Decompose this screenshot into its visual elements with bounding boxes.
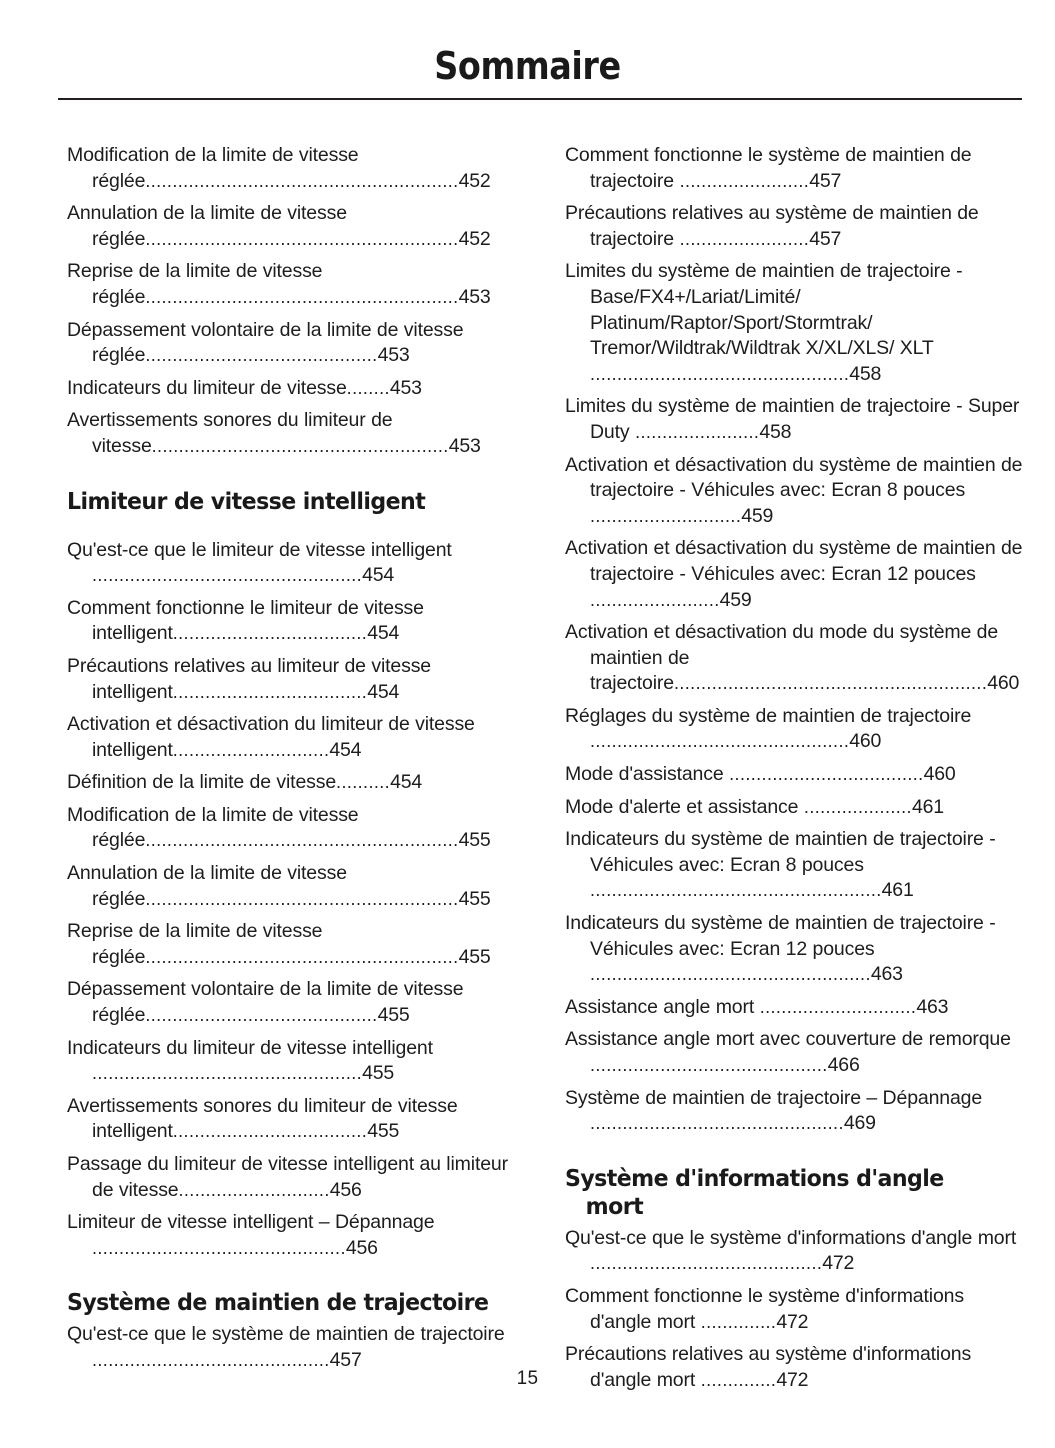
toc-entry-leader: ....................................................... <box>151 435 449 456</box>
toc-entry-leader: .......................................................... <box>673 673 988 694</box>
toc-entry-page-number: 455 <box>458 829 491 852</box>
toc-entry-page-number: 461 <box>911 795 944 818</box>
toc-entry[interactable] <box>67 1094 527 1145</box>
toc-entry-leader: .............. <box>695 1369 777 1390</box>
toc-entry-page-number: 457 <box>809 169 842 192</box>
toc-entry-leader: ............................. <box>754 996 917 1017</box>
toc-entry-leader: ............................................... <box>590 1113 844 1134</box>
toc-entry-page-number: 460 <box>923 763 956 786</box>
toc-entry[interactable] <box>565 911 1025 988</box>
toc-entry-title: Indicateurs du limiteur de vitesse <box>67 376 347 399</box>
toc-entry-title: Indicateurs du limiteur de vitesse intelligent <box>67 1036 433 1059</box>
toc-entry-leader: ................................................ <box>590 731 850 752</box>
toc-entry-page-number: 472 <box>776 1310 809 1333</box>
toc-entry-leader: .......................................................... <box>145 286 459 307</box>
toc-entry[interactable] <box>67 977 527 1028</box>
toc-entry-leader: .......................................................... <box>145 170 459 191</box>
toc-entry[interactable] <box>67 376 527 402</box>
toc-entry-page-number: 452 <box>458 169 491 192</box>
toc-entry[interactable] <box>67 803 527 854</box>
toc-entry[interactable] <box>67 318 527 369</box>
toc-entry-title: Indicateurs du système de maintien de trajectoire - Véhicules avec: Ecran 12 pouces <box>565 912 996 960</box>
toc-entry[interactable] <box>565 795 1025 821</box>
toc-entry[interactable] <box>67 654 527 705</box>
toc-entry-title: Définition de la limite de vitesse <box>67 771 337 794</box>
toc-entry-leader: ............................................ <box>590 1055 828 1075</box>
page-number: 15 <box>516 1368 539 1389</box>
toc-entry[interactable] <box>565 827 1025 904</box>
toc-entry[interactable] <box>67 1210 527 1261</box>
toc-entry-title: Modification de la limite de vitesse réglée <box>67 144 359 192</box>
toc-entry-title: Modification de la limite de vitesse réglée <box>67 803 359 852</box>
toc-entry-leader: .................................... <box>172 1121 368 1142</box>
toc-entry[interactable] <box>565 1284 1025 1335</box>
toc-entry-title: Indicateurs du système de maintien de trajectoire - Véhicules avec: Ecran 8 pouces <box>565 828 996 876</box>
toc-entry-page-number: 453 <box>377 344 410 367</box>
toc-entry[interactable] <box>67 770 527 796</box>
toc-entry[interactable] <box>67 201 527 252</box>
toc-entry-title: Précautions relatives au limiteur de vitesse intelligent <box>67 654 431 703</box>
toc-entry-page-number: 454 <box>362 564 394 587</box>
toc-entry-page-number: 455 <box>362 1062 394 1085</box>
toc-entry[interactable] <box>565 704 1025 755</box>
toc-entry-title: Reprise de la limite de vitesse réglée <box>67 920 323 968</box>
toc-entry[interactable] <box>67 712 527 763</box>
toc-entry-title: Limites du système de maintien de trajectoire - Base/FX4+/Lariat/Limité/ Platinum/Raptor/Sport/Stormtrak/ Tremor/Wildtrak/Wildtrak X/XL/XLS/ XLT <box>565 260 963 360</box>
toc-entry-page-number: 453 <box>448 434 481 457</box>
toc-entry-leader: ................................................ <box>590 363 850 384</box>
toc-entry-title: Mode d'alerte et assistance <box>565 795 799 818</box>
toc-entry-leader: .................................... <box>172 681 368 702</box>
toc-entry-title: Annulation de la limite de vitesse réglée <box>67 862 347 910</box>
toc-entry-leader: ............................................... <box>92 1237 346 1258</box>
toc-entry-title: Limiteur de vitesse intelligent – Dépannage <box>67 1211 435 1234</box>
toc-entry-title: Avertissements sonores du limiteur de vitesse intelligent <box>67 1094 458 1143</box>
toc-entry-leader: ............................ <box>178 1179 330 1200</box>
toc-entry-page-number: 458 <box>759 420 792 443</box>
toc-column-left <box>67 143 527 1381</box>
toc-entry-leader: ............................. <box>172 739 330 760</box>
toc-entry[interactable] <box>67 538 527 589</box>
toc-entry-leader: ............................ <box>590 505 742 526</box>
toc-entry-page-number: 457 <box>329 1348 362 1371</box>
toc-entry-leader: ........................ <box>590 589 720 610</box>
toc-entry-leader: .................................................... <box>590 964 871 985</box>
toc-entry-title: Annulation de la limite de vitesse réglée <box>67 202 347 250</box>
toc-entry-leader: ........................................... <box>590 1253 823 1274</box>
toc-entry-title: Passage du limiteur de vitesse intelligent au limiteur de vitesse <box>67 1153 508 1201</box>
toc-entry-page-number: 459 <box>741 504 774 527</box>
toc-entry-page-number: 454 <box>367 680 400 703</box>
toc-entry-page-number: 460 <box>849 730 882 753</box>
toc-entry-leader: ........ <box>346 377 390 398</box>
toc-entry-title: Système de maintien de trajectoire – Dépannage <box>565 1086 983 1109</box>
toc-entry-leader: .............. <box>695 1311 777 1332</box>
toc-entry-title: Reprise de la limite de vitesse réglée <box>67 260 323 308</box>
toc-entry[interactable] <box>565 762 1025 788</box>
toc-entry[interactable] <box>565 143 1025 194</box>
toc-entry-page-number: 455 <box>367 1120 400 1143</box>
toc-entry[interactable] <box>565 995 1025 1021</box>
toc-entry[interactable] <box>67 408 527 459</box>
header-divider <box>58 98 1022 100</box>
toc-entry-page-number: 453 <box>458 285 491 308</box>
toc-section-heading-limiteur-de-vitesse-intelligent: Limiteur de vitesse intelligent <box>67 486 426 515</box>
toc-entry-title: Qu'est-ce que le système de maintien de trajectoire <box>67 1323 505 1346</box>
toc-entry-leader: ............................................ <box>92 1349 330 1370</box>
toc-entry-page-number: 453 <box>389 376 422 399</box>
toc-entry-page-number: 452 <box>458 227 491 250</box>
toc-entry-page-number: 472 <box>776 1368 809 1391</box>
toc-entry[interactable] <box>67 259 527 310</box>
toc-entry-leader: ....................... <box>629 421 760 442</box>
toc-entry-title: Comment fonctionne le système d'informations d'angle mort <box>565 1284 964 1333</box>
toc-entry-page-number: 456 <box>345 1236 378 1259</box>
toc-entry-leader: ........................ <box>673 170 810 191</box>
toc-entry-page-number: 461 <box>881 879 914 902</box>
toc-entry-title: Assistance angle mort avec couverture de remorque <box>565 1028 1011 1051</box>
page-title: Sommaire <box>434 44 621 88</box>
toc-entry-title: Précautions relatives au système de maintien de trajectoire <box>565 202 979 250</box>
toc-entry-page-number: 463 <box>916 995 949 1018</box>
toc-entry-title: Dépassement volontaire de la limite de vitesse réglée <box>67 978 464 1027</box>
toc-entry-title: Limites du système de maintien de trajectoire - Super Duty <box>565 395 1020 443</box>
toc-entry-leader: .................... <box>798 796 912 817</box>
toc-entry-leader: ........................................... <box>145 345 378 366</box>
toc-column-right <box>565 143 1025 1400</box>
toc-entry[interactable] <box>67 1036 527 1087</box>
toc-entry[interactable] <box>565 620 1025 697</box>
toc-entry-leader: .......................................................... <box>145 888 459 909</box>
toc-entry-page-number: 460 <box>987 672 1020 695</box>
toc-entry-title: Activation et désactivation du système de maintien de trajectoire - Véhicules avec: Ecran 12 pouces <box>565 537 1023 585</box>
toc-entry-leader: .......................................................... <box>145 830 459 851</box>
toc-entry-title: Avertissements sonores du limiteur de vitesse <box>67 409 393 457</box>
toc-entry-title: Mode d'assistance <box>565 763 724 786</box>
toc-entry-page-number: 455 <box>458 945 491 968</box>
toc-entry-leader: .................................................. <box>92 1063 363 1084</box>
toc-entry[interactable] <box>67 596 527 647</box>
toc-entry[interactable] <box>565 394 1025 445</box>
toc-entry-title: Dépassement volontaire de la limite de vitesse réglée <box>67 318 464 367</box>
toc-entry[interactable] <box>67 1152 527 1203</box>
toc-entry-leader: .................................................. <box>92 565 363 586</box>
toc-entry-leader: ........................ <box>673 228 810 249</box>
toc-entry[interactable] <box>67 143 527 194</box>
toc-entry-leader: .......................................................... <box>145 228 459 249</box>
toc-entry-page-number: 457 <box>809 227 842 250</box>
toc-entry-page-number: 456 <box>329 1178 362 1201</box>
toc-entry-page-number: 469 <box>843 1112 876 1135</box>
toc-entry[interactable] <box>67 919 527 970</box>
toc-entry-page-number: 463 <box>870 963 903 986</box>
toc-entry[interactable] <box>565 536 1025 613</box>
toc-section-heading-systeme-d-informations-d-angle-mort: Système d'informations d'angle mort <box>565 1163 944 1220</box>
toc-entry-page-number: 472 <box>822 1252 855 1275</box>
toc-entry[interactable] <box>565 1226 1025 1277</box>
toc-entry[interactable] <box>67 1322 527 1373</box>
toc-section-heading-systeme-de-maintien-de-trajectoire: Système de maintien de trajectoire <box>67 1288 489 1317</box>
toc-entry-title: Activation et désactivation du système de maintien de trajectoire - Véhicules avec: Ecran 8 pouces <box>565 453 1023 502</box>
toc-entry-leader: ...................................................... <box>590 880 882 901</box>
toc-entry[interactable] <box>565 201 1025 252</box>
toc-entry[interactable] <box>565 1027 1025 1078</box>
toc-entry-title: Qu'est-ce que le système d'informations d'angle mort <box>565 1226 1017 1249</box>
toc-entry[interactable] <box>565 453 1025 530</box>
toc-entry-page-number: 454 <box>390 771 422 794</box>
toc-entry-title: Comment fonctionne le limiteur de vitesse intelligent <box>67 596 424 645</box>
toc-entry-page-number: 454 <box>329 738 362 761</box>
toc-entry[interactable] <box>67 861 527 912</box>
toc-entry-leader: ........................................... <box>145 1005 378 1026</box>
toc-entry-page-number: 459 <box>719 588 752 611</box>
toc-entry[interactable] <box>565 1086 1025 1137</box>
toc-entry-title: Assistance angle mort <box>565 995 755 1018</box>
toc-entry[interactable] <box>565 259 1025 387</box>
toc-entry-page-number: 454 <box>367 622 400 645</box>
toc-entry-leader: .......................................................... <box>145 946 459 967</box>
toc-entry-leader: .................................... <box>172 623 368 644</box>
toc-entry-page-number: 455 <box>458 887 491 910</box>
toc-entry-title: Qu'est-ce que le limiteur de vitesse intelligent <box>67 538 452 561</box>
toc-entry-leader: .......... <box>336 772 391 793</box>
toc-entry-leader: .................................... <box>723 764 924 785</box>
toc-entry-title: Comment fonctionne le système de maintien de trajectoire <box>565 144 972 192</box>
toc-entry-page-number: 455 <box>377 1004 410 1027</box>
toc-entry-title: Réglages du système de maintien de trajectoire <box>565 704 972 727</box>
toc-entry-title: Précautions relatives au système d'informations d'angle mort <box>565 1343 972 1391</box>
toc-entry-page-number: 466 <box>827 1054 860 1076</box>
toc-entry-page-number: 458 <box>849 362 882 385</box>
toc-entry-title: Activation et désactivation du mode du système de maintien de trajectoire <box>565 621 999 695</box>
toc-entry-title: Activation et désactivation du limiteur de vitesse intelligent <box>67 713 475 761</box>
